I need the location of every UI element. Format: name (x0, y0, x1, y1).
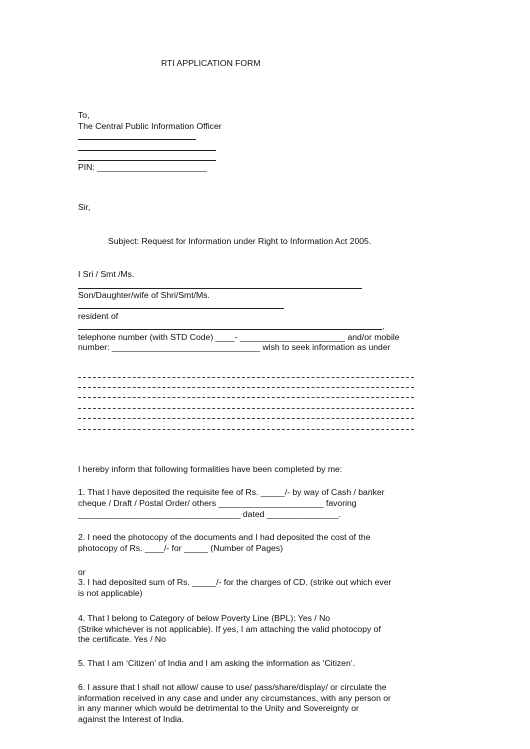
officer-label: The Central Public Information Officer (78, 121, 222, 131)
bpl-item-line-3: the certificate. Yes / No (78, 634, 166, 644)
address-fill-end: , (382, 321, 385, 331)
relation-label: Son/Daughter/wife of Shri/Smt/Ms. (78, 290, 210, 300)
info-line-4 (78, 408, 414, 409)
page-title: RTI APPLICATION FORM (161, 58, 261, 68)
fee-item-line-3: __________________________________ dated _______________. (78, 509, 341, 519)
photocopy-item-line-2: photocopy of Rs. ____/- for _____ (Number of Pages) (78, 543, 283, 553)
mobile-field: number: _______________________________ wish to seek information as under (78, 342, 391, 352)
citizen-item: 5. That I am ‘Citizen’ of India and I am asking the information as ‘Citizen’. (78, 658, 356, 668)
fee-item-line-1: 1. That I have deposited the requisite fee of Rs. _____/- by way of Cash / banker (78, 487, 385, 497)
salutation: Sir, (78, 202, 91, 212)
relation-line (78, 308, 284, 309)
assurance-item-line-3: in any manner which would be detrimental to the Unity and Sovereignty or (78, 703, 359, 713)
or-label: or (78, 567, 86, 577)
applicant-name-line (78, 288, 362, 289)
assurance-item-line-2: information received in any case and under any circumstances, with any person or (78, 693, 391, 703)
info-line-5 (78, 418, 414, 419)
bpl-item-line-1: 4. That I belong to Category of below Poverty Line (BPL): Yes / No (78, 613, 331, 623)
resident-label: resident of (78, 311, 119, 321)
photocopy-item-line-1: 2. I need the photocopy of the documents and I had deposited the cost of the (78, 532, 371, 542)
info-line-2 (78, 387, 414, 388)
assurance-item-line-1: 6. I assure that I shall not allow/ cause to use/ pass/share/display/ or circulate the (78, 682, 387, 692)
applicant-name-label: I Sri / Smt /Ms. (78, 269, 135, 279)
subject-line: Subject: Request for Information under Right to Information Act 2005. (108, 236, 372, 246)
fee-item-line-2: cheque / Draft / Postal Order/ others ______________________ favoring (78, 498, 357, 508)
formalities-intro: I hereby inform that following formalities have been completed by me: (78, 464, 343, 474)
info-line-3 (78, 397, 414, 398)
to-label: To, (78, 110, 90, 120)
address-line-2 (78, 150, 216, 151)
cd-item-line-2: is not applicable) (78, 588, 143, 598)
address-line-3 (78, 160, 216, 161)
info-line-1 (78, 377, 414, 378)
address-line-1 (78, 139, 196, 140)
info-line-6 (78, 429, 414, 430)
assurance-item-line-4: against the Interest of India. (78, 714, 185, 724)
pin-field: PIN: _______________________ (78, 162, 208, 172)
address-fill-line (78, 329, 382, 330)
cd-item-line-1: 3. I had deposited sum of Rs. _____/- for the charges of CD. (strike out which ever (78, 577, 392, 587)
telephone-field: telephone number (with STD Code) ____- ______________________ and/or mobile (78, 332, 400, 342)
bpl-item-line-2: (Strike whichever is not applicable). If yes, I am attaching the valid photocopy of (78, 624, 381, 634)
